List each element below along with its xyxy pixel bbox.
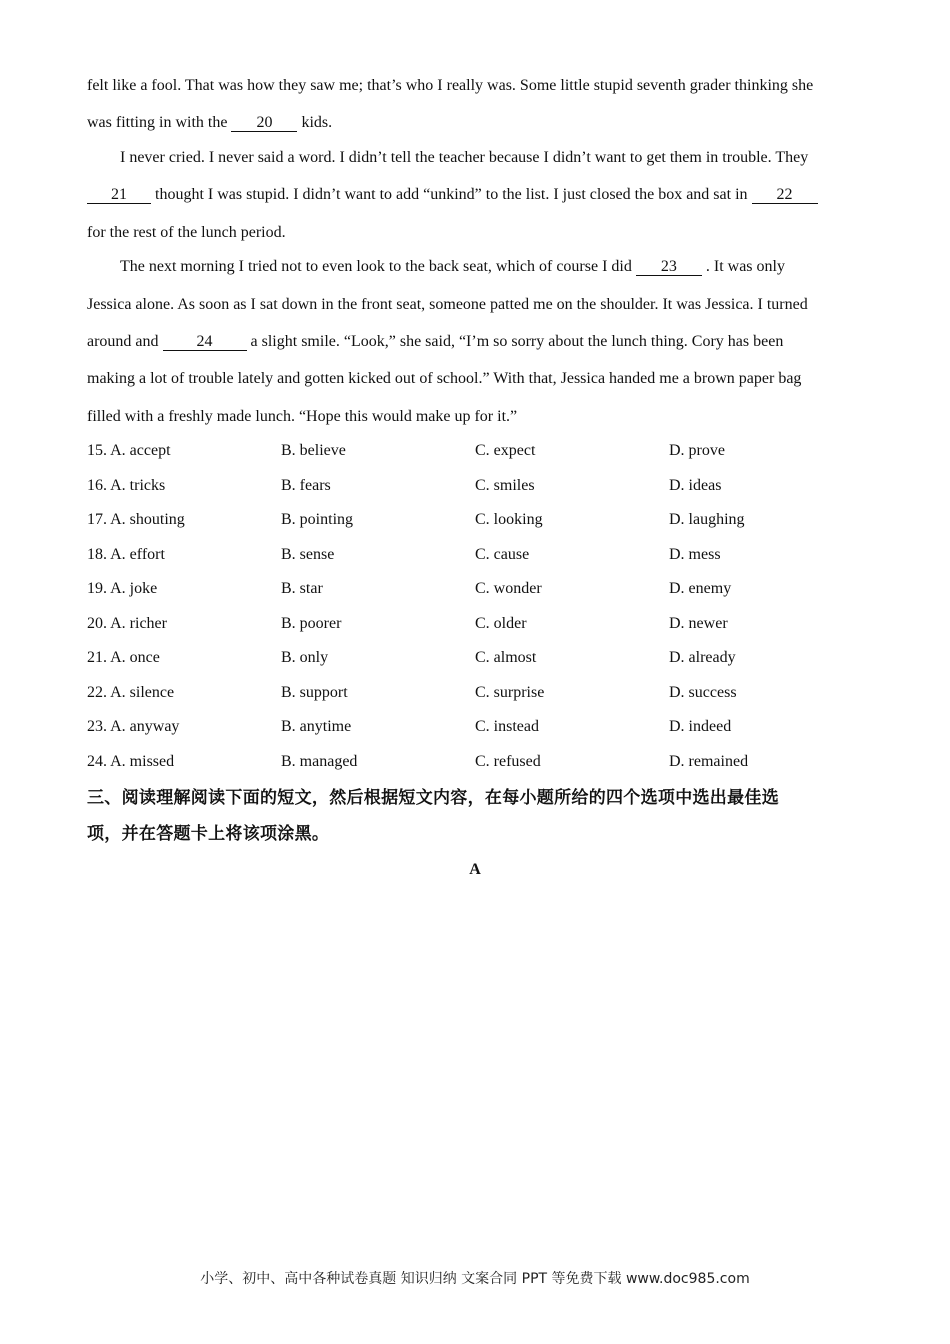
option-b: B. managed [281,753,358,770]
option-c: C. surprise [475,684,545,701]
option-a: 17. A. shouting [87,511,185,528]
blank-21: 21 [87,186,151,204]
passage-text: . It was only [701,258,785,275]
option-d: D. remained [669,753,749,770]
part-label: A [469,861,481,878]
passage-line: felt like a fool. That was how they saw me; that’s who I really was. Some little stupid seventh grader thinking she [87,77,814,94]
option-d: D. prove [669,442,725,459]
blank-23: 23 [636,258,702,276]
option-b: B. poorer [281,615,342,632]
option-c: C. instead [475,718,539,735]
option-a: 24. A. missed [87,753,175,770]
passage-text: around and [87,333,163,350]
option-a: 15. A. accept [87,442,171,459]
option-c: C. refused [475,753,541,770]
option-c: C. almost [475,649,537,666]
passage-line [87,113,332,133]
option-a: 22. A. silence [87,684,175,701]
option-a: 20. A. richer [87,615,167,632]
passage-line [120,257,785,277]
option-c: C. smiles [475,477,535,494]
passage-text: kids. [297,114,333,131]
passage-text: thought I was stupid. I didn’t want to add “unkind” to the list. I just closed the box and sat in [151,186,752,203]
section-heading-cont: 项，并在答题卡上将该项涂黑。 [87,824,330,844]
passage-text: a slight smile. “Look,” she said, “I’m so sorry about the lunch thing. Cory has been [246,333,784,350]
blank-20: 20 [231,114,297,132]
passage-line: Jessica alone. As soon as I sat down in the front seat, someone patted me on the shoulder. It was Jessica. I turned [87,296,808,313]
passage-line: for the rest of the lunch period. [87,224,286,241]
section-heading: 三、阅读理解阅读下面的短文，然后根据短文内容，在每小题所给的四个选项中选出最佳选 [87,788,779,808]
option-d: D. newer [669,615,728,632]
passage-line: I never cried. I never said a word. I didn’t tell the teacher because I didn’t want to get them in trouble. They [120,149,809,166]
option-d: D. laughing [669,511,745,528]
option-b: B. pointing [281,511,354,528]
option-c: C. looking [475,511,543,528]
passage-text: The next morning I tried not to even look to the back seat, which of course I did [120,258,636,275]
option-d: D. ideas [669,477,722,494]
option-d: D. already [669,649,736,666]
option-a: 18. A. effort [87,546,165,563]
option-a: 23. A. anyway [87,718,180,735]
option-b: B. sense [281,546,335,563]
blank-22: 22 [752,186,818,204]
option-c: C. expect [475,442,536,459]
passage-line: making a lot of trouble lately and gotten kicked out of school.” With that, Jessica handed me a brown paper bag [87,370,802,387]
passage-line [87,185,818,205]
option-a: 19. A. joke [87,580,158,597]
passage-line: filled with a freshly made lunch. “Hope this would make up for it.” [87,408,518,425]
option-b: B. fears [281,477,331,494]
option-b: B. star [281,580,323,597]
option-b: B. only [281,649,329,666]
option-c: C. cause [475,546,530,563]
option-c: C. older [475,615,527,632]
option-d: D. enemy [669,580,732,597]
option-d: D. mess [669,546,721,563]
option-b: B. support [281,684,348,701]
passage-text: was fitting in with the [87,114,232,131]
page-footer: 小学、初中、高中各种试卷真题 知识归纳 文案合同 PPT 等免费下载 www.doc985.com [200,1271,750,1287]
option-a: 21. A. once [87,649,160,666]
option-b: B. anytime [281,718,352,735]
option-a: 16. A. tricks [87,477,166,494]
passage-line [87,332,783,352]
option-d: D. indeed [669,718,732,735]
option-b: B. believe [281,442,346,459]
option-c: C. wonder [475,580,542,597]
blank-24: 24 [163,333,247,351]
option-d: D. success [669,684,737,701]
